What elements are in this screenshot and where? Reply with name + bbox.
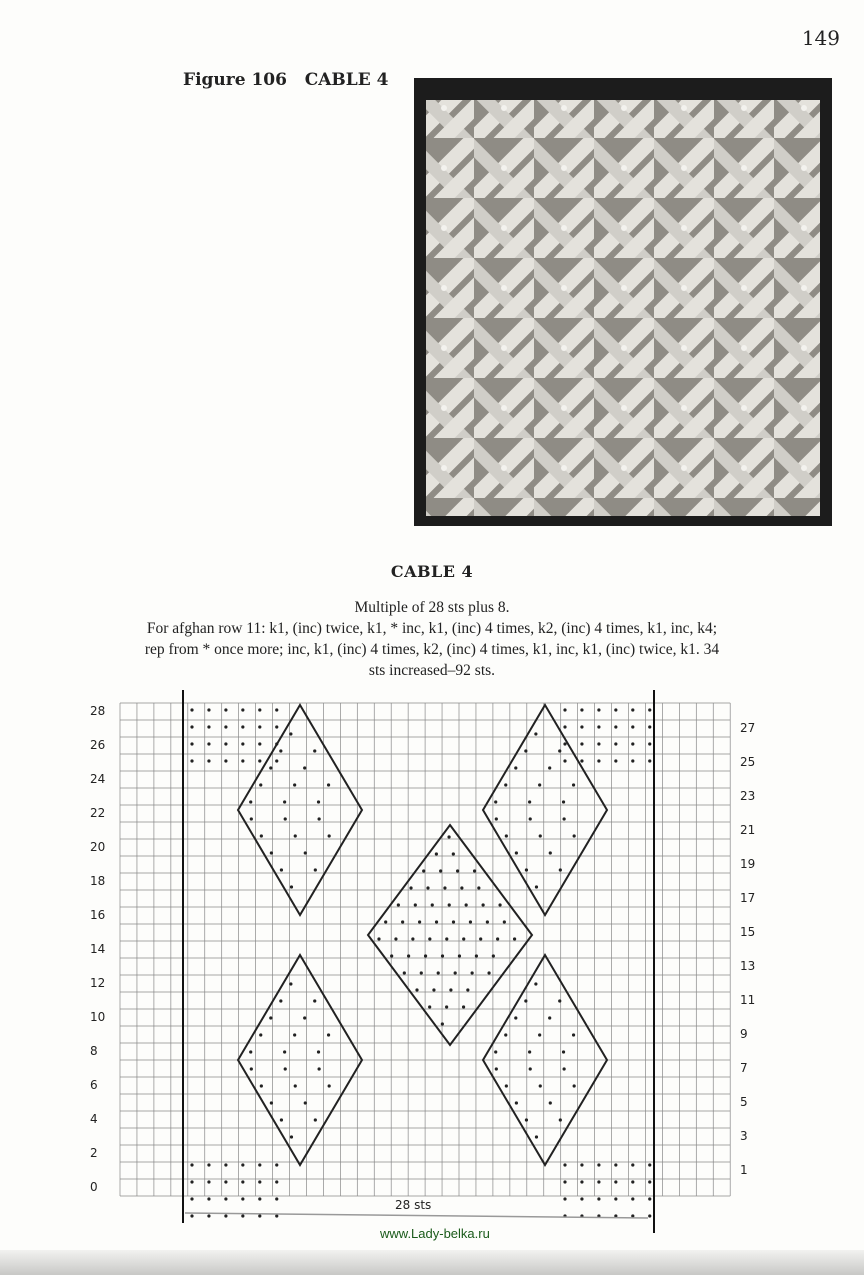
- purl-dot: [563, 742, 566, 745]
- purl-dot: [258, 759, 261, 762]
- purl-dot: [548, 766, 551, 769]
- purl-dot: [563, 1067, 566, 1070]
- purl-dot: [631, 1197, 634, 1200]
- purl-dot: [572, 1033, 575, 1036]
- purl-dot: [303, 766, 306, 769]
- purl-dot: [525, 868, 528, 871]
- purl-dot: [283, 1050, 286, 1053]
- instruction-line: sts increased–92 sts.: [368, 662, 496, 679]
- purl-dot: [465, 903, 468, 906]
- purl-dot: [580, 759, 583, 762]
- purl-dot: [397, 903, 400, 906]
- purl-dot: [498, 903, 501, 906]
- purl-dot: [597, 708, 600, 711]
- instruction-line: Multiple of 28 sts plus 8.: [354, 599, 510, 616]
- purl-dot: [535, 885, 538, 888]
- purl-dot: [190, 759, 193, 762]
- cable-swatch-photo: [414, 78, 832, 526]
- purl-dot: [559, 868, 562, 871]
- purl-dot: [597, 1197, 600, 1200]
- purl-dot: [426, 886, 429, 889]
- purl-dot: [496, 937, 499, 940]
- row-label-right: 9: [740, 1027, 748, 1041]
- purl-dot: [293, 1033, 296, 1036]
- purl-dot: [224, 708, 227, 711]
- row-label-right: 11: [740, 993, 756, 1007]
- purl-dot: [241, 759, 244, 762]
- purl-dot: [528, 1050, 531, 1053]
- row-label-left: 4: [90, 1112, 98, 1126]
- purl-dot: [548, 1016, 551, 1019]
- cable-diamond-outline: [483, 705, 607, 915]
- purl-dot: [328, 834, 331, 837]
- purl-dot: [648, 725, 651, 728]
- purl-dot: [318, 817, 321, 820]
- purl-dot: [190, 708, 193, 711]
- purl-dot: [495, 1067, 498, 1070]
- purl-dot: [318, 1067, 321, 1070]
- row-label-left: 28: [90, 704, 106, 718]
- instruction-line: For afghan row 11: k1, (inc) twice, k1, * inc, k1, (inc) 4 times, k2, (inc) 4 times, k1, inc, k4;: [146, 620, 718, 637]
- purl-dot: [580, 1180, 583, 1183]
- purl-dot: [241, 1180, 244, 1183]
- purl-dot: [458, 954, 461, 957]
- purl-dot: [563, 817, 566, 820]
- row-label-left: 26: [90, 738, 106, 752]
- purl-dot: [275, 1197, 278, 1200]
- purl-dot: [260, 834, 263, 837]
- purl-dot: [477, 886, 480, 889]
- purl-dot: [648, 1180, 651, 1183]
- purl-dot: [563, 725, 566, 728]
- purl-dot: [290, 1135, 293, 1138]
- knitting-chart: [0, 690, 864, 1250]
- purl-dot: [407, 954, 410, 957]
- purl-dot: [414, 903, 417, 906]
- purl-dot: [435, 920, 438, 923]
- purl-dot: [422, 869, 425, 872]
- row-label-right: 15: [740, 925, 756, 939]
- purl-dot: [597, 725, 600, 728]
- row-label-right: 13: [740, 959, 756, 973]
- purl-dot: [648, 759, 651, 762]
- purl-dot: [580, 742, 583, 745]
- purl-dot: [224, 1180, 227, 1183]
- purl-dot: [466, 988, 469, 991]
- page-number: 149: [801, 26, 840, 50]
- row-label-right: 21: [740, 823, 756, 837]
- purl-dot: [535, 1135, 538, 1138]
- section-title: CABLE 4: [390, 562, 474, 581]
- purl-dot: [597, 1180, 600, 1183]
- purl-dot: [258, 1163, 261, 1166]
- purl-dot: [207, 1214, 210, 1217]
- purl-dot: [275, 1163, 278, 1166]
- purl-dot: [614, 1180, 617, 1183]
- purl-dot: [538, 1033, 541, 1036]
- purl-dot: [275, 742, 278, 745]
- row-label-left: 6: [90, 1078, 98, 1092]
- purl-dot: [224, 1214, 227, 1217]
- purl-dot: [614, 742, 617, 745]
- purl-dot: [534, 732, 537, 735]
- purl-dot: [460, 886, 463, 889]
- purl-dot: [597, 1163, 600, 1166]
- purl-dot: [614, 1197, 617, 1200]
- purl-dot: [614, 1163, 617, 1166]
- purl-dot: [241, 1163, 244, 1166]
- purl-dot: [631, 1180, 634, 1183]
- purl-dot: [317, 800, 320, 803]
- purl-dot: [494, 1050, 497, 1053]
- purl-dot: [487, 971, 490, 974]
- row-label-left: 16: [90, 908, 106, 922]
- row-label-right: 5: [740, 1095, 748, 1109]
- purl-dot: [270, 851, 273, 854]
- purl-dot: [631, 759, 634, 762]
- purl-dot: [304, 1101, 307, 1104]
- purl-dot: [241, 742, 244, 745]
- purl-dot: [275, 725, 278, 728]
- purl-dot: [418, 920, 421, 923]
- purl-dot: [648, 1214, 651, 1217]
- purl-dot: [411, 937, 414, 940]
- purl-dot: [473, 869, 476, 872]
- row-label-left: 12: [90, 976, 106, 990]
- purl-dot: [648, 708, 651, 711]
- purl-dot: [462, 1005, 465, 1008]
- purl-dot: [614, 725, 617, 728]
- purl-dot: [190, 725, 193, 728]
- purl-dot: [528, 800, 531, 803]
- purl-dot: [479, 937, 482, 940]
- purl-dot: [454, 971, 457, 974]
- purl-dot: [275, 759, 278, 762]
- purl-dot: [249, 800, 252, 803]
- purl-dot: [456, 869, 459, 872]
- purl-dot: [207, 1163, 210, 1166]
- purl-dot: [207, 759, 210, 762]
- row-label-left: 14: [90, 942, 106, 956]
- purl-dot: [294, 834, 297, 837]
- purl-dot: [563, 759, 566, 762]
- purl-dot: [559, 1118, 562, 1121]
- purl-dot: [573, 834, 576, 837]
- purl-dot: [377, 937, 380, 940]
- figure-caption: Figure 106 CABLE 4: [183, 70, 389, 90]
- purl-dot: [258, 708, 261, 711]
- purl-dot: [525, 1118, 528, 1121]
- purl-dot: [258, 742, 261, 745]
- purl-dot: [580, 1163, 583, 1166]
- purl-dot: [424, 954, 427, 957]
- purl-dot: [284, 817, 287, 820]
- purl-dot: [190, 1163, 193, 1166]
- row-label-right: 7: [740, 1061, 748, 1075]
- purl-dot: [648, 742, 651, 745]
- purl-dot: [558, 999, 561, 1002]
- row-label-right: 23: [740, 789, 756, 803]
- purl-dot: [469, 920, 472, 923]
- cable-diamond-outline: [238, 705, 362, 915]
- purl-dot: [224, 759, 227, 762]
- row-label-right: 19: [740, 857, 756, 871]
- purl-dot: [539, 834, 542, 837]
- purl-dot: [614, 708, 617, 711]
- purl-dot: [207, 708, 210, 711]
- purl-dot: [505, 834, 508, 837]
- purl-dot: [648, 1163, 651, 1166]
- instruction-line: rep from * once more; inc, k1, (inc) 4 times, k2, (inc) 4 times, k1, inc, k1, (inc) twice, k1. 34: [144, 641, 720, 658]
- purl-dot: [524, 999, 527, 1002]
- purl-dot: [648, 1197, 651, 1200]
- row-label-left: 18: [90, 874, 106, 888]
- purl-dot: [494, 800, 497, 803]
- row-label-right: 17: [740, 891, 756, 905]
- row-label-left: 2: [90, 1146, 98, 1160]
- purl-dot: [631, 708, 634, 711]
- purl-dot: [563, 708, 566, 711]
- purl-dot: [384, 920, 387, 923]
- purl-dot: [563, 1163, 566, 1166]
- purl-dot: [514, 766, 517, 769]
- purl-dot: [258, 1197, 261, 1200]
- purl-dot: [241, 725, 244, 728]
- purl-dot: [631, 742, 634, 745]
- row-label-left: 24: [90, 772, 106, 786]
- purl-dot: [275, 1180, 278, 1183]
- purl-dot: [549, 1101, 552, 1104]
- purl-dot: [250, 1067, 253, 1070]
- purl-dot: [420, 971, 423, 974]
- purl-dot: [558, 749, 561, 752]
- purl-dot: [313, 999, 316, 1002]
- purl-dot: [401, 920, 404, 923]
- purl-dot: [445, 937, 448, 940]
- purl-dot: [275, 1214, 278, 1217]
- purl-dot: [241, 1197, 244, 1200]
- purl-dot: [207, 742, 210, 745]
- purl-dot: [328, 1084, 331, 1087]
- purl-dot: [449, 988, 452, 991]
- row-label-left: 22: [90, 806, 106, 820]
- row-label-right: 27: [740, 721, 756, 735]
- purl-dot: [572, 783, 575, 786]
- purl-dot: [631, 725, 634, 728]
- purl-dot: [289, 982, 292, 985]
- purl-dot: [313, 749, 316, 752]
- purl-dot: [597, 742, 600, 745]
- purl-dot: [441, 954, 444, 957]
- purl-dot: [563, 1197, 566, 1200]
- purl-dot: [435, 852, 438, 855]
- purl-dot: [190, 742, 193, 745]
- purl-dot: [403, 971, 406, 974]
- purl-dot: [190, 1197, 193, 1200]
- purl-dot: [249, 1050, 252, 1053]
- purl-dot: [394, 937, 397, 940]
- purl-dot: [258, 1214, 261, 1217]
- purl-dot: [207, 725, 210, 728]
- purl-dot: [207, 1197, 210, 1200]
- watermark: www.Lady-belka.ru: [380, 1226, 490, 1241]
- purl-dot: [241, 708, 244, 711]
- purl-dot: [289, 732, 292, 735]
- purl-dot: [524, 749, 527, 752]
- purl-dot: [437, 971, 440, 974]
- purl-dot: [462, 937, 465, 940]
- purl-dot: [284, 1067, 287, 1070]
- purl-dot: [409, 886, 412, 889]
- purl-dot: [269, 1016, 272, 1019]
- purl-dot: [549, 851, 552, 854]
- purl-dot: [304, 851, 307, 854]
- purl-dot: [283, 800, 286, 803]
- purl-dot: [279, 749, 282, 752]
- purl-dot: [241, 1214, 244, 1217]
- purl-dot: [614, 759, 617, 762]
- row-label-left: 8: [90, 1044, 98, 1058]
- purl-dot: [303, 1016, 306, 1019]
- purl-dot: [538, 783, 541, 786]
- purl-dot: [445, 1005, 448, 1008]
- purl-dot: [534, 982, 537, 985]
- purl-dot: [580, 725, 583, 728]
- purl-dot: [327, 1033, 330, 1036]
- purl-dot: [529, 817, 532, 820]
- purl-dot: [539, 1084, 542, 1087]
- purl-dot: [580, 708, 583, 711]
- instructions: [0, 597, 864, 681]
- purl-dot: [207, 1180, 210, 1183]
- purl-dot: [224, 1163, 227, 1166]
- purl-dot: [486, 920, 489, 923]
- purl-dot: [258, 1180, 261, 1183]
- purl-dot: [597, 759, 600, 762]
- purl-dot: [504, 783, 507, 786]
- purl-dot: [280, 868, 283, 871]
- purl-dot: [275, 708, 278, 711]
- row-label-right: 25: [740, 755, 756, 769]
- purl-dot: [327, 783, 330, 786]
- purl-dot: [562, 800, 565, 803]
- purl-dot: [515, 851, 518, 854]
- purl-dot: [259, 783, 262, 786]
- purl-dot: [432, 988, 435, 991]
- purl-dot: [428, 937, 431, 940]
- purl-dot: [452, 852, 455, 855]
- cable-diamond-outline: [368, 825, 532, 1045]
- purl-dot: [390, 954, 393, 957]
- purl-dot: [415, 988, 418, 991]
- purl-dot: [482, 903, 485, 906]
- purl-dot: [443, 886, 446, 889]
- repeat-label: 28 sts: [395, 1198, 432, 1212]
- purl-dot: [314, 1118, 317, 1121]
- purl-dot: [475, 954, 478, 957]
- page-edge-shadow: [0, 1250, 864, 1275]
- purl-dot: [515, 1101, 518, 1104]
- purl-dot: [428, 1005, 431, 1008]
- purl-dot: [190, 1180, 193, 1183]
- purl-dot: [294, 1084, 297, 1087]
- row-label-left: 0: [90, 1180, 98, 1194]
- purl-dot: [441, 1022, 444, 1025]
- purl-dot: [224, 742, 227, 745]
- purl-dot: [492, 954, 495, 957]
- purl-dot: [260, 1084, 263, 1087]
- purl-dot: [529, 1067, 532, 1070]
- purl-dot: [503, 920, 506, 923]
- purl-dot: [562, 1050, 565, 1053]
- purl-dot: [631, 1163, 634, 1166]
- row-label-left: 10: [90, 1010, 106, 1024]
- purl-dot: [439, 869, 442, 872]
- purl-dot: [280, 1118, 283, 1121]
- purl-dot: [290, 885, 293, 888]
- purl-dot: [513, 937, 516, 940]
- purl-dot: [190, 1214, 193, 1217]
- purl-dot: [317, 1050, 320, 1053]
- purl-dot: [452, 920, 455, 923]
- row-label-right: 1: [740, 1163, 748, 1177]
- purl-dot: [269, 766, 272, 769]
- purl-dot: [504, 1033, 507, 1036]
- purl-dot: [514, 1016, 517, 1019]
- lattice-photo-image: [414, 78, 832, 526]
- purl-dot: [224, 725, 227, 728]
- purl-dot: [505, 1084, 508, 1087]
- purl-dot: [447, 835, 450, 838]
- purl-dot: [563, 1180, 566, 1183]
- purl-dot: [293, 783, 296, 786]
- purl-dot: [279, 999, 282, 1002]
- purl-dot: [448, 903, 451, 906]
- purl-dot: [259, 1033, 262, 1036]
- repeat-arrow: [185, 1213, 648, 1218]
- purl-dot: [431, 903, 434, 906]
- row-label-right: 3: [740, 1129, 748, 1143]
- purl-dot: [250, 817, 253, 820]
- purl-dot: [580, 1197, 583, 1200]
- purl-dot: [314, 868, 317, 871]
- purl-dot: [224, 1197, 227, 1200]
- purl-dot: [495, 817, 498, 820]
- purl-dot: [270, 1101, 273, 1104]
- row-label-left: 20: [90, 840, 106, 854]
- purl-dot: [573, 1084, 576, 1087]
- purl-dot: [258, 725, 261, 728]
- purl-dot: [471, 971, 474, 974]
